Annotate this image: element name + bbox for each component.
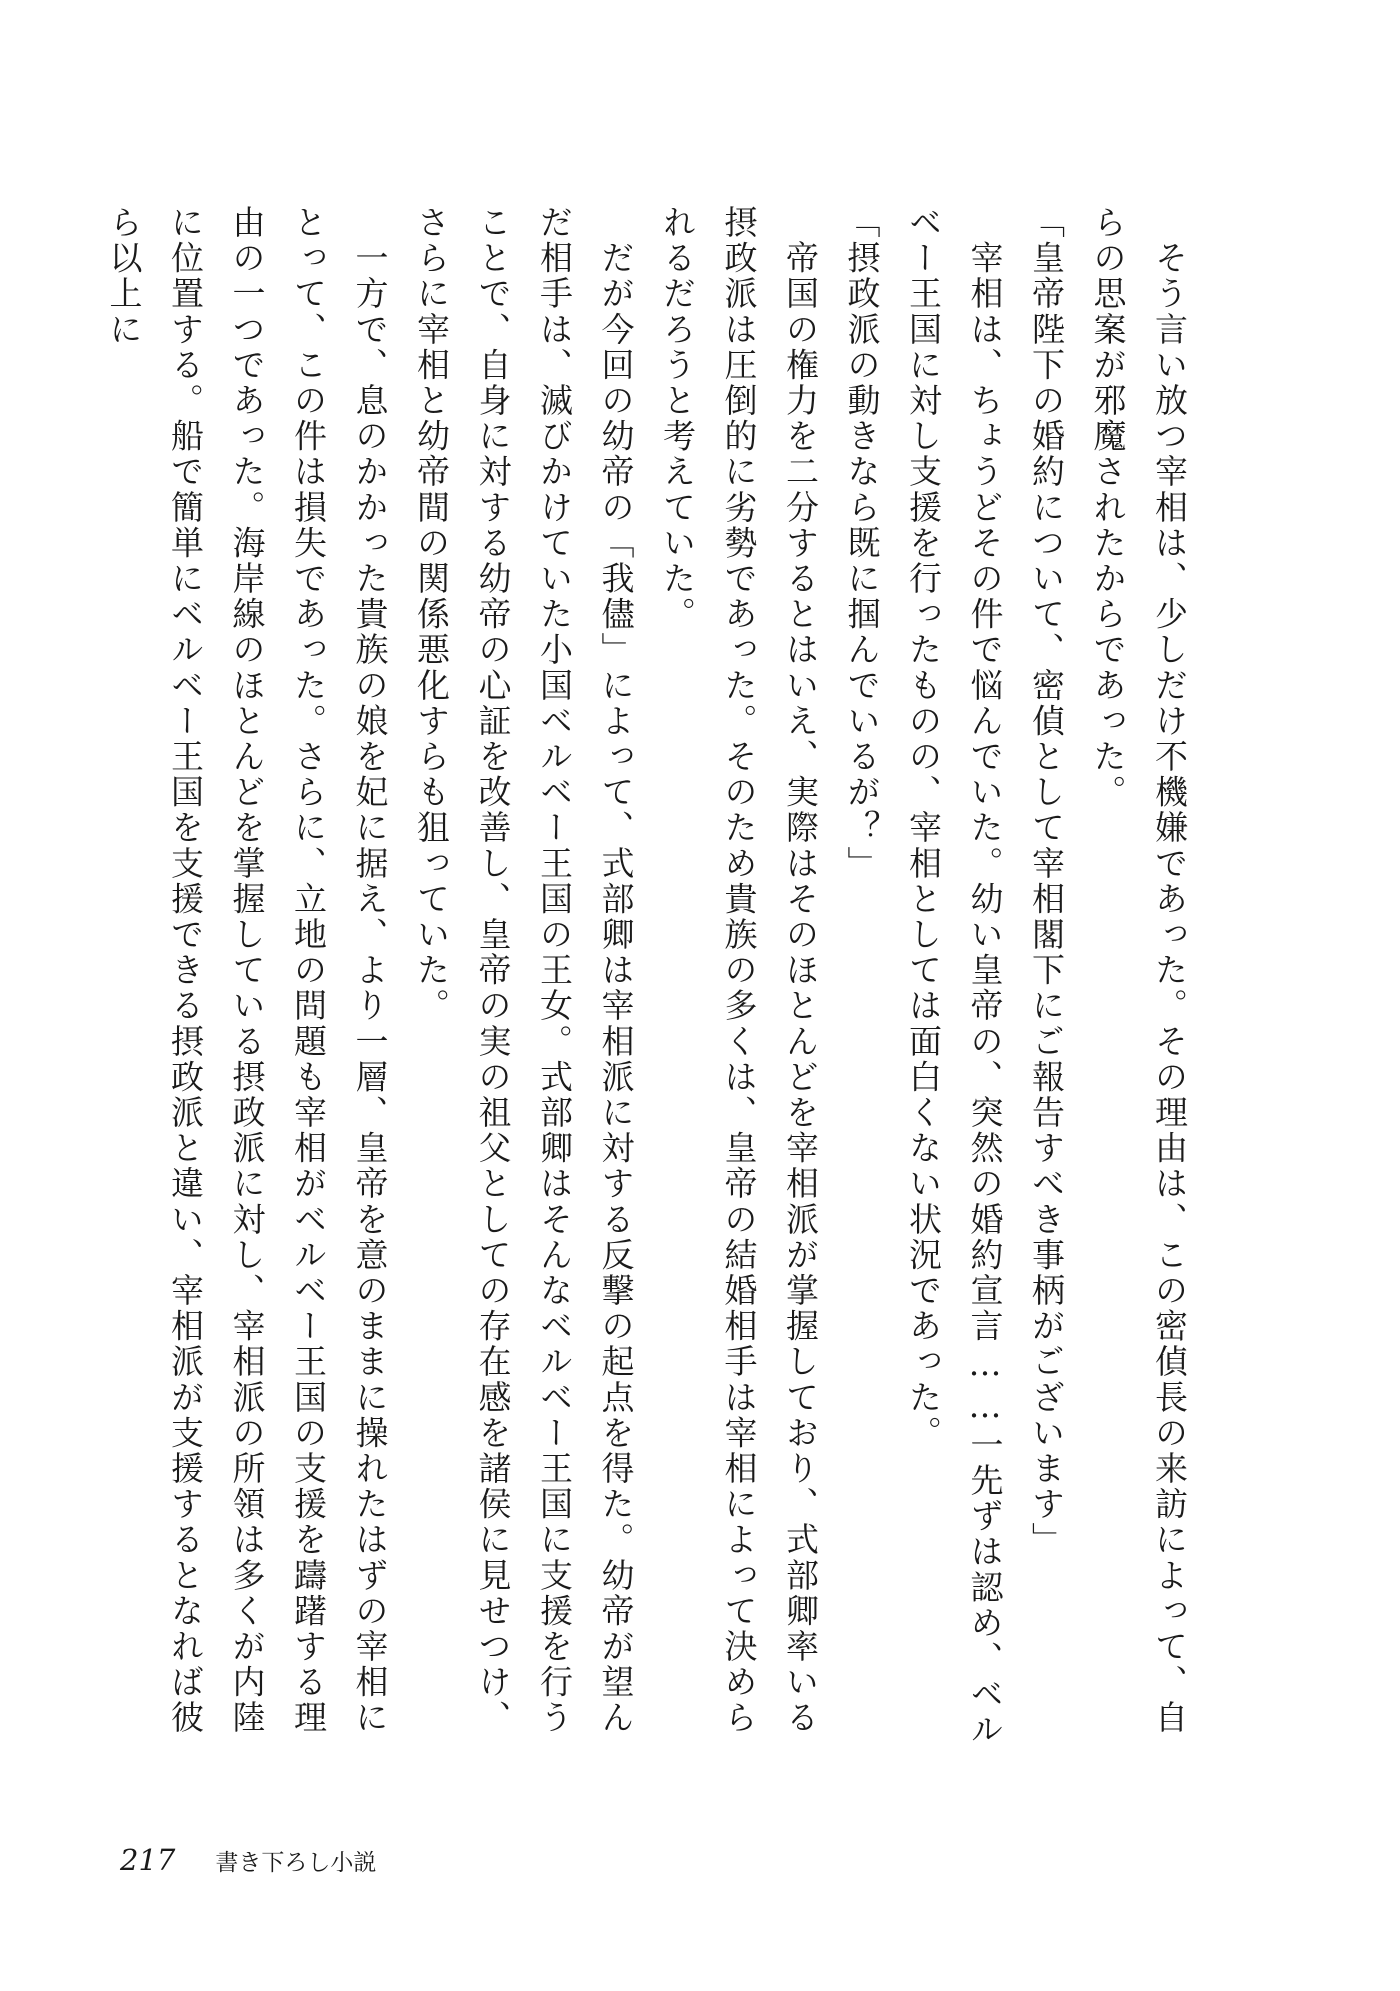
running-title: 書き下ろし小説 (215, 1850, 377, 1876)
paragraph: だが今回の幼帝の「我儘」によって、式部卿は宰相派に対する反撃の起点を得た。幼帝が望んだ相手は、滅びかけていた小国ベルベー王国の王女。式部卿はそんなベルベー王国に支援を行うことで、自身に対する幼帝の心証を改善し、皇帝の実の祖父としての存在感を諸侯に見せつけ、さらに宰相と幼帝間の関係悪化すらも狙っていた。 (412, 205, 636, 1736)
paragraph: 「摂政派の動きなら既に掴んでいるが？」 (842, 205, 882, 882)
paragraph: そう言い放つ宰相は、少しだけ不機嫌であった。その理由は、この密偵長の来訪によって、自らの思案が邪魔されたからであった。 (1088, 205, 1189, 1736)
page-footer (120, 1843, 376, 1883)
paragraph: 一方で、息のかかった貴族の娘を妃に据え、より一層、皇帝を意のままに操れたはずの宰相にとって、この件は損失であった。さらに、立地の問題も宰相がベルベー王国の支援を躊躇する理由の一つであった。海岸線のほとんどを掌握している摂政派に対し、宰相派の所領は多くが内陸に位置する。船で簡単にベルベー王国を支援できる摂政派と違い、宰相派が支援するとなれば彼ら以上に (104, 205, 390, 1736)
page-number: 217 (120, 1843, 176, 1877)
paragraph: 宰相は、ちょうどその件で悩んでいた。幼い皇帝の、突然の婚約宣言……一先ずは認め、ベルベー王国に対し支援を行ったものの、宰相としては面白くない状況であった。 (904, 205, 1005, 1748)
paragraph: 「皇帝陛下の婚約について、密偵として宰相閣下にご報告すべき事柄がございます」 (1027, 205, 1066, 1558)
paragraph: 帝国の権力を二分するとはいえ、実際はそのほとんどを宰相派が掌握しており、式部卿率いる摂政派は圧倒的に劣勢であった。そのため貴族の多くは、皇帝の結婚相手は宰相によって決められるだろうと考えていた。 (658, 205, 820, 1736)
body-text (104, 205, 1200, 1765)
